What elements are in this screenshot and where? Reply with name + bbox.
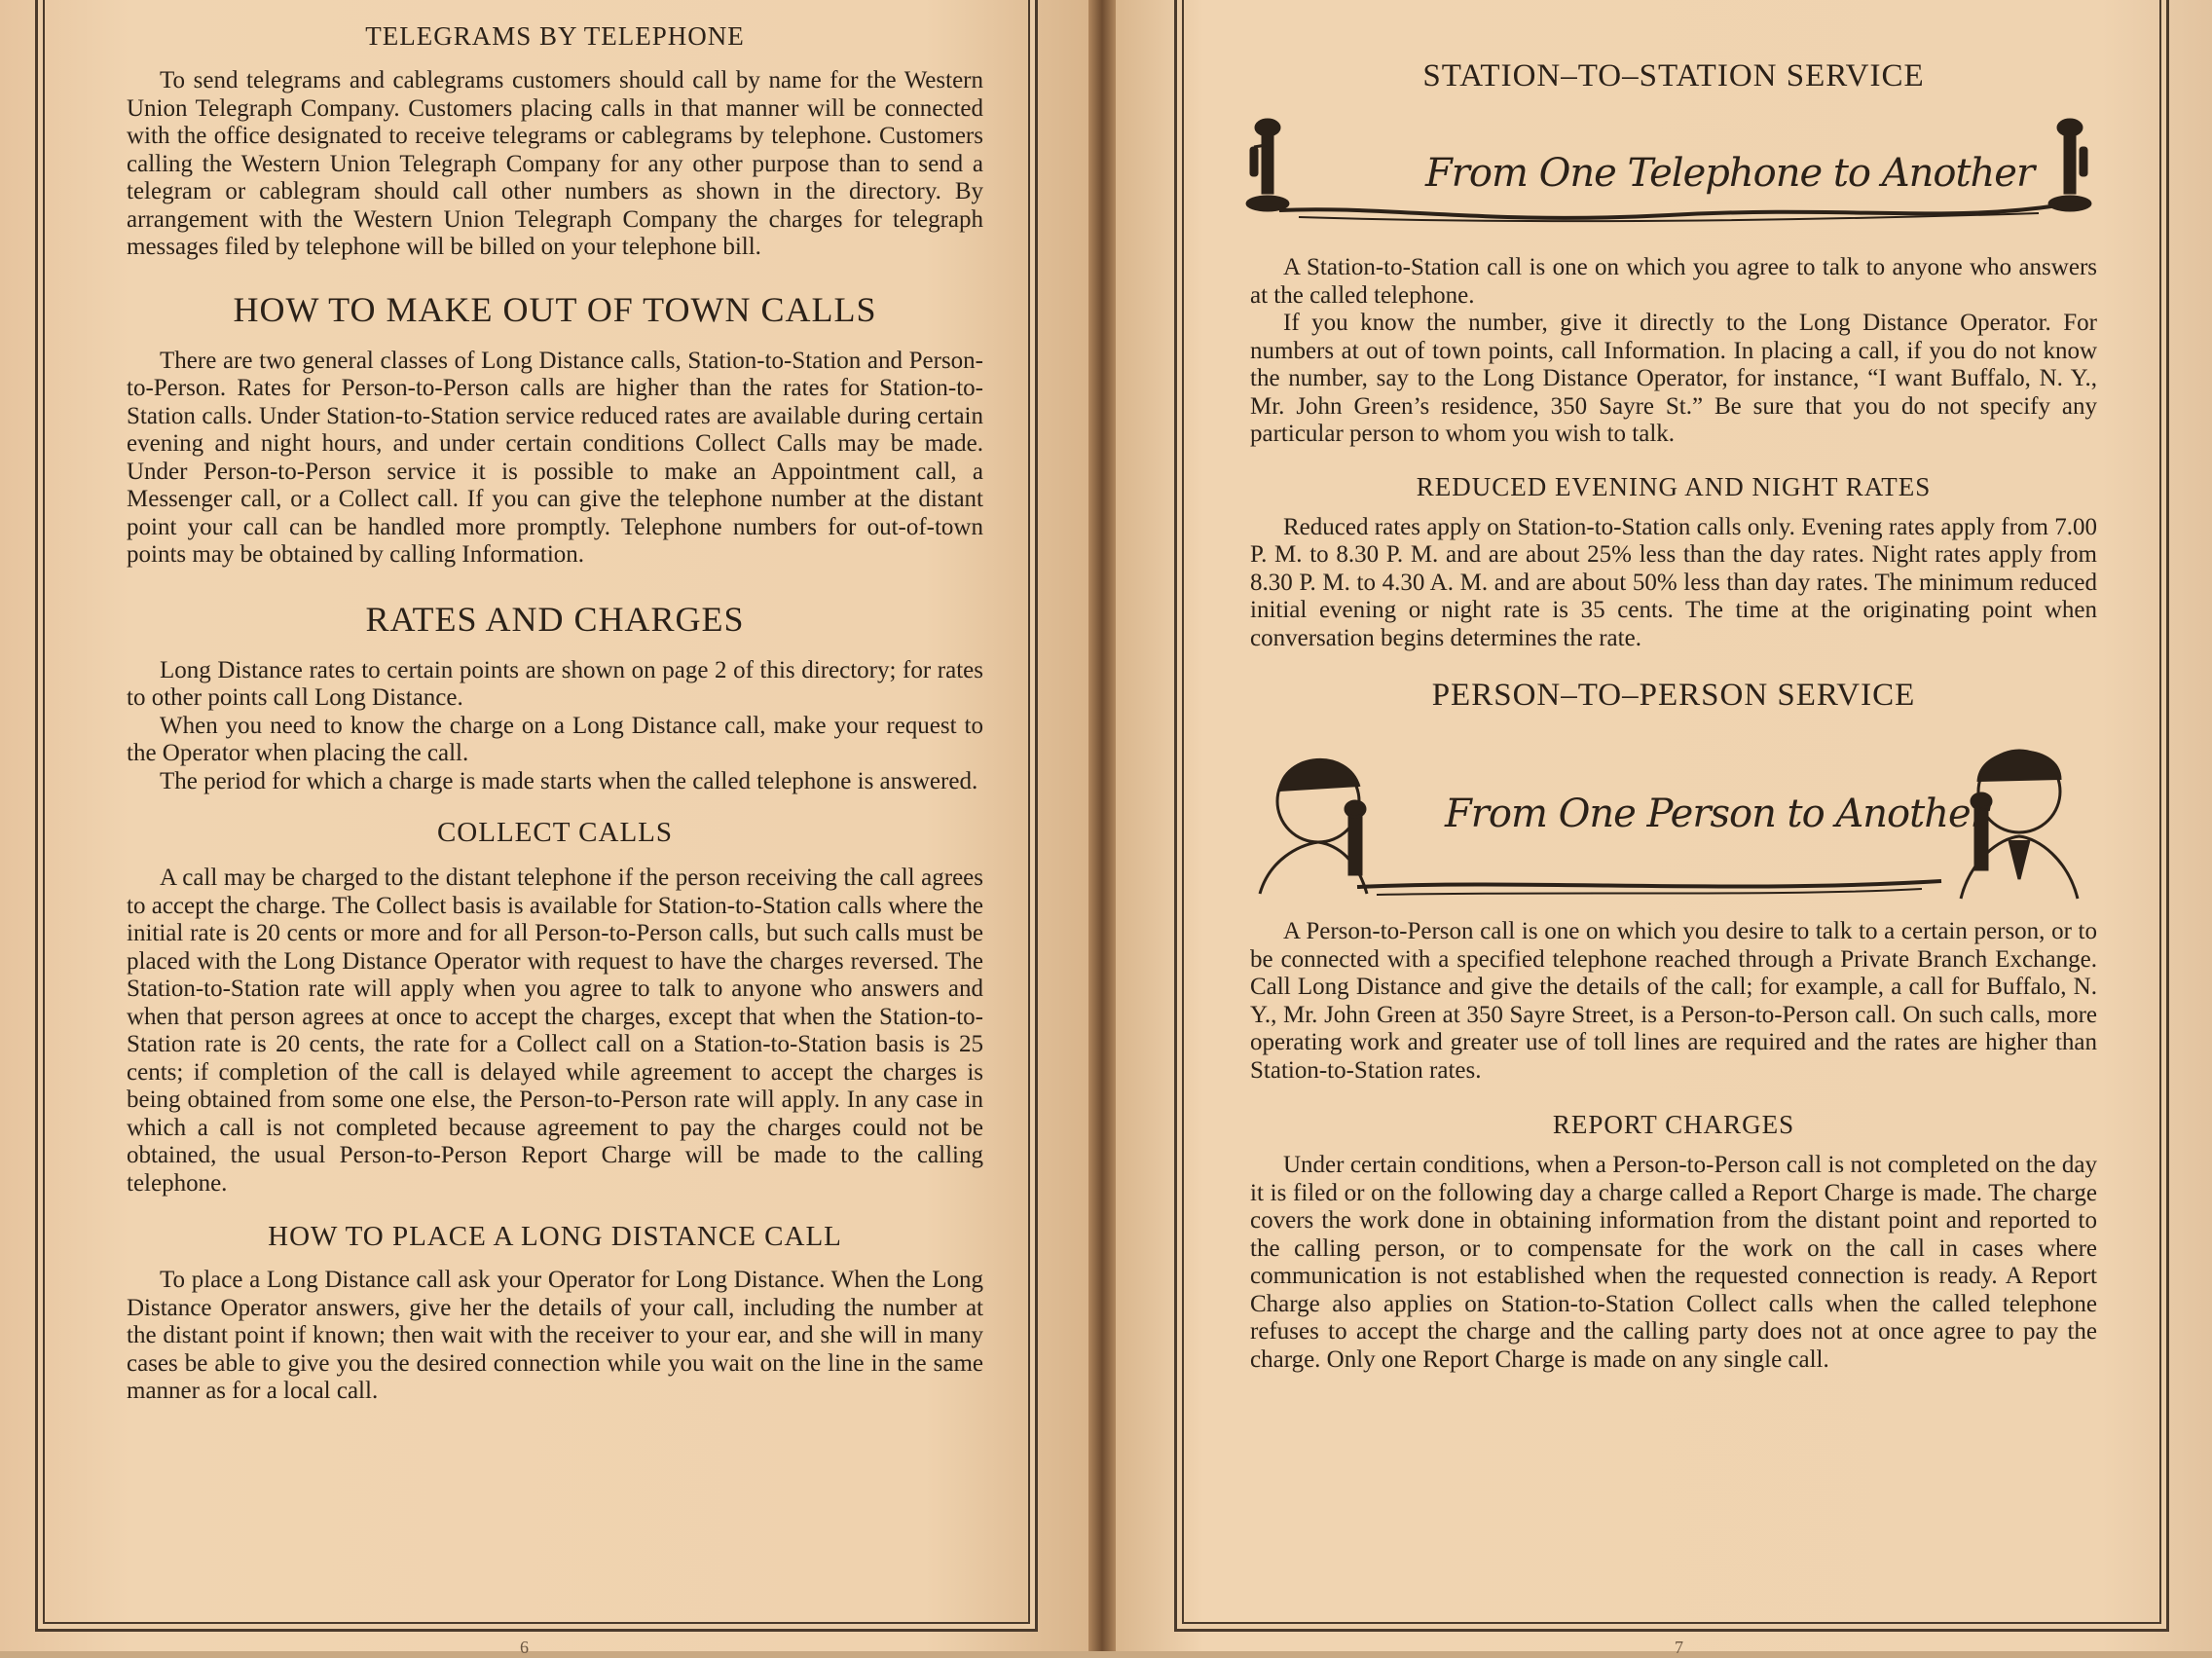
station-banner [1240, 108, 2097, 244]
person-heading: PERSON–TO–PERSON SERVICE [1431, 678, 1916, 713]
rates-paragraph-2: When you need to know the charge on a Long Distance call, make your request to the Operator when placing the call. [127, 712, 983, 766]
collect-heading: COLLECT CALLS [436, 817, 674, 848]
rates-paragraph-1: Long Distance rates to certain points are shown on page 2 of this directory; for rates to other points call Long Distance. [127, 656, 983, 711]
station-banner-text: From One Telephone to Another [1425, 151, 2035, 196]
telegrams-body: To send telegrams and cablegrams customers should call by name for the Western Union Telegraph Company. Customers placing calls in that manner will be connected with the office designated to receive telegrams or cablegrams by telephone. Customers calling the Western Union Telegraph Company for any other purpose than to send a telegram or cablegram should call other numbers as shown in the directory. By arrangement with the Western Union Telegraph Company the charges for telegraph messages filed by telephone will be billed on your telephone bill. [127, 67, 983, 260]
telegrams-heading: TELEGRAMS BY TELEPHONE [365, 21, 745, 51]
left-page-number: 6 [520, 1638, 529, 1657]
station-paragraph-1: A Station-to-Station call is one on which you agree to talk to anyone who answers at the called telephone. [1250, 254, 2097, 309]
reduced-rates-body: Reduced rates apply on Station-to-Station calls only. Evening rates apply from 7.00 P. M. to 8.30 P. M. and are about 25% less than the day rates. Night rates apply from 8.30 P. M. to 4.30 A. M. and are about 50% less than day rates. The minimum reduced initial evening or night rate is 35 cents. The time at the originating point when conversation begins determines the rate. [1250, 513, 2097, 651]
report-charges-body: Under certain conditions, when a Person-to-Person call is not completed on the day it is filed or on the following day a charge called a Report Charge is made. The charge covers the work done in obtaining information from the distant point and reported to the calling person, or to compensate for the work on the call in cases where communication is not established when the requested connection is ready. A Report Charge also applies on Station-to-Station Collect calls when the called telephone refuses to accept the charge and the calling party does not at once agree to pay the charge. Only one Report Charge is made on any single call. [1250, 1152, 2097, 1373]
person-body: A Person-to-Person call is one on which you desire to talk to a certain person, or to be connected with a specified telephone reached through a Private Branch Exchange. Call Long Distance and give the details of the call; for example, a call for Buffalo, N. Y., Mr. John Green at 350 Sayre Street, is a Person-to-Person call. On such calls, more operating work and greater use of toll lines are required and the rates are higher than Station-to-Station rates. [1250, 918, 2097, 1084]
right-page-number: 7 [1675, 1638, 1683, 1657]
station-paragraph-2: If you know the number, give it directly to the Long Distance Operator. For numbers at out of town points, call Information. In placing a call, if you do not know the number, say to the Long Distance Operator, for instance, “I want Buffalo, N. Y., Mr. John Green’s residence, 350 Sayre St.” Be sure that you do not specify any particular person to whom you wish to talk. [1250, 310, 2097, 447]
rates-heading: RATES AND CHARGES [365, 599, 745, 639]
reduced-rates-heading: REDUCED EVENING AND NIGHT RATES [1416, 471, 1932, 501]
person-banner [1240, 723, 2097, 908]
report-charges-heading: REPORT CHARGES [1552, 1110, 1795, 1139]
candlestick-telephone-left-icon [1246, 119, 1289, 211]
out-of-town-heading: HOW TO MAKE OUT OF TOWN CALLS [233, 289, 877, 329]
place-call-heading: HOW TO PLACE A LONG DISTANCE CALL [268, 1221, 842, 1252]
out-of-town-body: There are two general classes of Long Distance calls, Station-to-Station and Person-to-Person. Rates for Person-to-Person calls are higher than the rates for Station-to-Station calls. Under Station-to-Station service reduced rates are available during certain evening and night hours, and under certain conditions Collect Calls may be made. Under Person-to-Person service it is possible to make an Appointment call, a Messenger call, or a Collect call. If you can give the telephone number at the distant point your call can be handled more promptly. Telephone numbers for out-of-town points may be obtained by calling Information. [127, 347, 983, 568]
right-page-content [1250, 58, 2097, 1374]
candlestick-telephone-right-icon [2048, 119, 2091, 211]
book-gutter [1088, 0, 1116, 1651]
collect-body: A call may be charged to the distant telephone if the person receiving the call agrees to accept the charge. The Collect basis is available for Station-to-Station calls where the initial rate is 20 cents or more and for all Person-to-Person calls, but such calls must be placed with the Long Distance Operator with request to have the charges reversed. The Station-to-Station rate will apply when you agree to talk to anyone who answers and when that person agrees at once to accept the charges, except that when the Station-to-Station rate is 20 cents, the rate for a Collect call on a Station-to-Station basis is 25 cents; if completion of the call is delayed while agreement to accept the charges is being obtained from some one else, the Person-to-Person rate will apply. In any case in which a call is not completed because agreement to pay the charges could not be obtained, the usual Person-to-Person Report Charge will be made to the calling telephone. [127, 865, 983, 1197]
rates-paragraph-3: The period for which a charge is made starts when the called telephone is answered. [160, 767, 978, 794]
person-banner-text: From One Person to Another [1445, 792, 1988, 836]
station-heading: STATION–TO–STATION SERVICE [1422, 58, 1925, 93]
place-call-body: To place a Long Distance call ask your Operator for Long Distance. When the Long Distance Operator answers, give her the details of your call, including the number at the distant point if known; then wait with the receiver to your ear, and she will in many cases be able to give you the desired connection while you wait on the line in the same manner as for a local call. [127, 1267, 983, 1404]
left-page-content [127, 21, 983, 1406]
woman-on-telephone-icon [1260, 759, 1367, 894]
